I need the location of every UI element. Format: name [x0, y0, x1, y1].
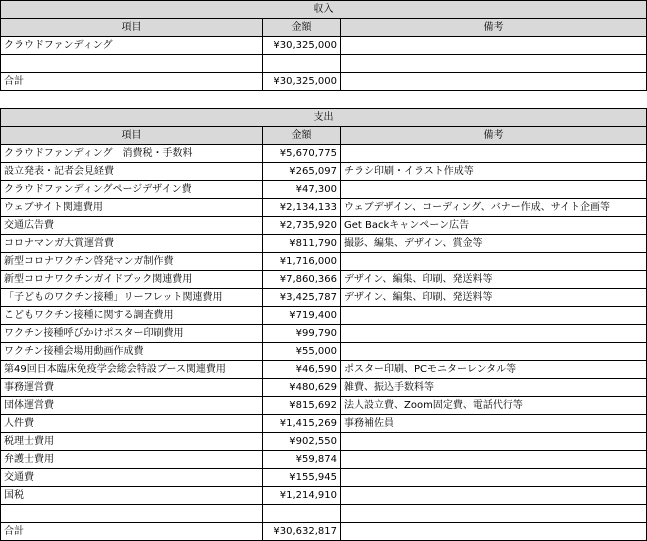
cell-item: 団体運営費 [1, 397, 263, 415]
cell-item: 「子どものワクチン接種」リーフレット関連費用 [1, 289, 263, 307]
income-total-row [1, 73, 647, 91]
cell-item: クラウドファンディングページデザイン費 [1, 181, 263, 199]
table-row [1, 379, 647, 397]
table-row [1, 253, 647, 271]
table-row [1, 487, 647, 505]
cell-amount: ¥1,415,269 [263, 415, 341, 433]
expense-total-row [1, 523, 647, 541]
cell-amount: ¥1,716,000 [263, 253, 341, 271]
cell-amount: ¥46,590 [263, 361, 341, 379]
income-section-title: 収入 [1, 1, 647, 19]
cell-item: 第49回日本臨床免疫学会総会特設ブース関連費用 [1, 361, 263, 379]
cell-amount: ¥7,860,366 [263, 271, 341, 289]
cell-item: 人件費 [1, 415, 263, 433]
expense-section-title: 支出 [1, 109, 647, 127]
cell-amount: ¥55,000 [263, 343, 341, 361]
cell-note: 法人設立費、Zoom固定費、電話代行等 [341, 397, 647, 415]
cell-amount: ¥2,735,920 [263, 217, 341, 235]
cell-note [341, 325, 647, 343]
cell-note: デザイン、編集、印刷、発送料等 [341, 289, 647, 307]
cell-amount: ¥265,097 [263, 163, 341, 181]
table-row [1, 199, 647, 217]
table-row [1, 469, 647, 487]
cell-item: コロナマンガ大賞運営費 [1, 235, 263, 253]
table-row [1, 271, 647, 289]
table-row [1, 145, 647, 163]
cell-item: 交通広告費 [1, 217, 263, 235]
cell-note [341, 433, 647, 451]
cell-note [341, 469, 647, 487]
cell-note [341, 451, 647, 469]
cell-note [341, 181, 647, 199]
cell-amount: ¥3,425,787 [263, 289, 341, 307]
cell-amount: ¥815,692 [263, 397, 341, 415]
cell-note: チラシ印刷・イラスト作成等 [341, 163, 647, 181]
expense-rows [1, 145, 647, 505]
cell-note [341, 145, 647, 163]
cell-amount: ¥811,790 [263, 235, 341, 253]
cell-item: ワクチン接種呼びかけポスター印刷費用 [1, 325, 263, 343]
cell-note: 事務補佐員 [341, 415, 647, 433]
table-row [1, 163, 647, 181]
cell-amount: ¥30,325,000 [263, 37, 341, 55]
income-header-row [1, 19, 647, 37]
cell-note [341, 487, 647, 505]
income-table [0, 0, 647, 91]
cell-note: 撮影、編集、デザイン、賞金等 [341, 235, 647, 253]
expense-header-row [1, 127, 647, 145]
cell-amount: ¥1,214,910 [263, 487, 341, 505]
cell-item: 税理士費用 [1, 433, 263, 451]
cell-item: 事務運営費 [1, 379, 263, 397]
table-row [1, 37, 647, 55]
table-row [1, 415, 647, 433]
cell-amount: ¥480,629 [263, 379, 341, 397]
cell-note: Get Backキャンペーン広告 [341, 217, 647, 235]
header-amount: 金額 [263, 127, 341, 145]
cell-item: 新型コロナワクチンガイドブック関連費用 [1, 271, 263, 289]
table-row [1, 397, 647, 415]
cell-note: デザイン、編集、印刷、発送料等 [341, 271, 647, 289]
table-row [1, 289, 647, 307]
header-item: 項目 [1, 127, 263, 145]
cell-item: クラウドファンディング [1, 37, 263, 55]
expense-table [0, 108, 647, 541]
cell-note [341, 307, 647, 325]
cell-amount: ¥902,550 [263, 433, 341, 451]
cell-note: ウェブデザイン、コーディング、バナー作成、サイト企画等 [341, 199, 647, 217]
cell-item: 設立発表・記者会見経費 [1, 163, 263, 181]
table-row [1, 343, 647, 361]
total-note [341, 523, 647, 541]
cell-item: こどもワクチン接種に関する調査費用 [1, 307, 263, 325]
cell-amount: ¥155,945 [263, 469, 341, 487]
table-row [1, 307, 647, 325]
cell-note [341, 37, 647, 55]
header-item: 項目 [1, 19, 263, 37]
cell-amount: ¥59,874 [263, 451, 341, 469]
header-amount: 金額 [263, 19, 341, 37]
empty-row [1, 55, 647, 73]
table-row [1, 433, 647, 451]
cell-amount: ¥2,134,133 [263, 199, 341, 217]
empty-row [1, 505, 647, 523]
table-row [1, 181, 647, 199]
cell-item: 弁護士費用 [1, 451, 263, 469]
cell-item: 国税 [1, 487, 263, 505]
total-amount: ¥30,325,000 [263, 73, 341, 91]
table-row [1, 451, 647, 469]
header-note: 備考 [341, 127, 647, 145]
total-label: 合計 [1, 73, 263, 91]
table-row [1, 361, 647, 379]
table-row [1, 217, 647, 235]
total-amount: ¥30,632,817 [263, 523, 341, 541]
cell-note: 雑費、振込手数料等 [341, 379, 647, 397]
cell-item: ワクチン接種会場用動画作成費 [1, 343, 263, 361]
table-row [1, 325, 647, 343]
total-label: 合計 [1, 523, 263, 541]
header-note: 備考 [341, 19, 647, 37]
cell-amount: ¥719,400 [263, 307, 341, 325]
cell-amount: ¥47,300 [263, 181, 341, 199]
cell-item: 交通費 [1, 469, 263, 487]
cell-item: ウェブサイト関連費用 [1, 199, 263, 217]
cell-note [341, 343, 647, 361]
table-row [1, 235, 647, 253]
cell-note [341, 253, 647, 271]
cell-item: 新型コロナワクチン啓発マンガ制作費 [1, 253, 263, 271]
cell-item: クラウドファンディング 消費税・手数料 [1, 145, 263, 163]
cell-note: ポスター印刷、PCモニターレンタル等 [341, 361, 647, 379]
cell-amount: ¥99,790 [263, 325, 341, 343]
total-note [341, 73, 647, 91]
cell-amount: ¥5,670,775 [263, 145, 341, 163]
